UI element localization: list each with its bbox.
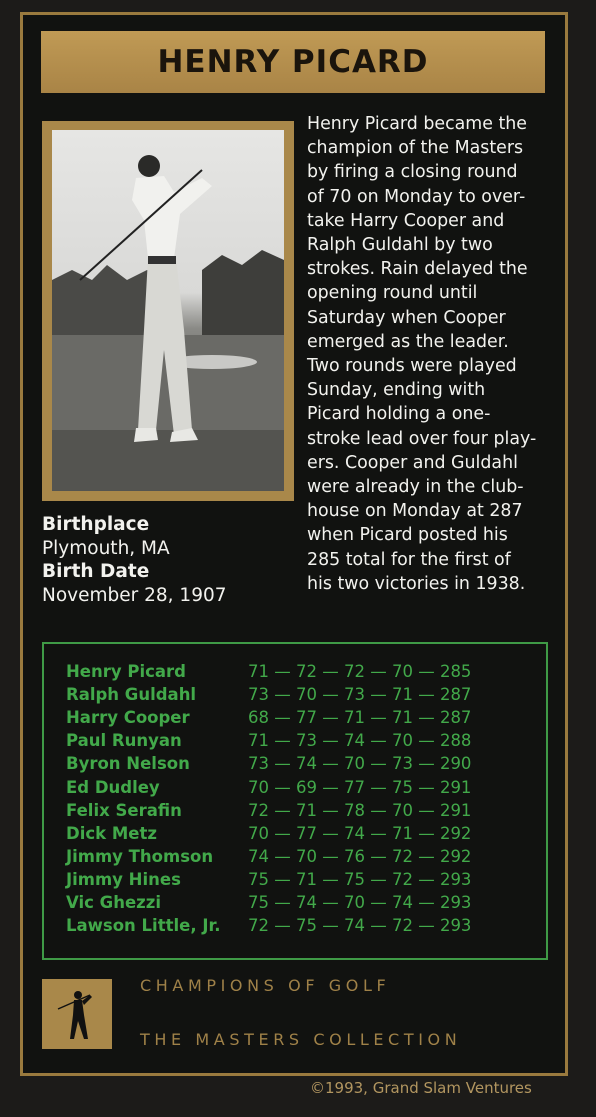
round-scores-cell: 73 — 70 — 73 — 71 — 287 [248, 685, 472, 705]
birthplace-value: Plymouth, MA [42, 537, 170, 559]
table-row [66, 776, 536, 799]
bio-line: stroke lead over four play- [307, 428, 537, 449]
player-name-cell: Dick Metz [66, 823, 157, 843]
player-name-cell: Byron Nelson [66, 754, 190, 774]
bio-line: Henry Picard became the [307, 114, 527, 134]
round-scores-cell: 70 — 77 — 74 — 71 — 292 [248, 823, 472, 843]
table-row [66, 660, 536, 683]
table-row [66, 868, 536, 891]
player-name-cell: Henry Picard [66, 662, 186, 681]
table-row [66, 914, 536, 937]
bio-line: Sunday, ending with [307, 380, 486, 401]
player-name-cell: Felix Serafin [66, 800, 182, 820]
round-scores-cell: 74 — 70 — 76 — 72 — 292 [248, 846, 472, 866]
trading-card [20, 12, 568, 1076]
bio-line: Two rounds were played [307, 356, 517, 377]
player-name-cell: Ed Dudley [66, 777, 160, 797]
player-name-cell: Jimmy Hines [66, 869, 181, 889]
round-scores-cell: 72 — 71 — 78 — 70 — 291 [248, 800, 472, 820]
table-row [66, 683, 536, 706]
golfer-silhouette-icon [42, 979, 112, 1049]
bio-line: Ralph Guldahl by two [307, 235, 493, 256]
player-photo-frame [42, 121, 294, 501]
bio-line: emerged as the leader. [307, 331, 509, 352]
table-row [66, 891, 536, 914]
table-row [66, 845, 536, 868]
bio-line: champion of the Masters [307, 138, 524, 159]
round-scores-cell: 70 — 69 — 77 — 75 — 291 [248, 777, 472, 797]
player-name-cell: Jimmy Thomson [66, 846, 214, 866]
round-scores-cell: 68 — 77 — 71 — 71 — 287 [248, 708, 472, 728]
footer-line-1: CHAMPIONS OF GOLF [140, 976, 391, 995]
bio-text [307, 112, 559, 596]
player-name: HENRY PICARD [157, 44, 429, 80]
round-scores-cell: 73 — 74 — 70 — 73 — 290 [248, 754, 472, 774]
bio-line: his two victories in 1938. [307, 573, 526, 594]
round-scores-cell: 75 — 74 — 70 — 74 — 293 [248, 893, 472, 912]
bio-line: of 70 on Monday to over- [307, 186, 526, 207]
player-photo [52, 130, 284, 491]
bio-line: were already in the club- [307, 477, 524, 498]
copyright: ©1993, Grand Slam Ventures [310, 1079, 532, 1097]
round-scores-cell: 72 — 75 — 74 — 72 — 293 [248, 916, 472, 936]
player-facts [42, 513, 292, 607]
footer-line-2: THE MASTERS COLLECTION [140, 1030, 462, 1049]
round-scores-cell: 75 — 71 — 75 — 72 — 293 [248, 869, 472, 889]
bio-line: house on Monday at 287 [307, 501, 523, 522]
birthdate-value: November 28, 1907 [42, 584, 227, 606]
birthdate-label: Birth Date [42, 561, 150, 582]
golfer-photo-image [52, 130, 284, 491]
bio-line: Saturday when Cooper [307, 307, 506, 328]
scores-table [42, 642, 548, 960]
bio-line: ers. Cooper and Guldahl [307, 452, 518, 473]
table-row [66, 822, 536, 845]
round-scores-cell: 71 — 72 — 72 — 70 — 285 [248, 662, 472, 681]
player-name-cell: Vic Ghezzi [66, 893, 162, 912]
bio-line: by firing a closing round [307, 162, 518, 183]
birthplace-label: Birthplace [42, 514, 150, 535]
title-banner [41, 31, 545, 93]
bio-line: when Picard posted his [307, 525, 508, 546]
bio-line: opening round until [307, 283, 478, 304]
player-name-cell: Paul Runyan [66, 731, 182, 751]
bio-line: 285 total for the first of [307, 549, 511, 570]
player-name-cell: Ralph Guldahl [66, 685, 197, 705]
table-row [66, 752, 536, 775]
table-row [66, 799, 536, 822]
table-row [66, 729, 536, 752]
bio-line: Picard holding a one- [307, 404, 491, 425]
round-scores-cell: 71 — 73 — 74 — 70 — 288 [248, 731, 472, 751]
player-name-cell: Harry Cooper [66, 708, 190, 728]
bio-line: take Harry Cooper and [307, 210, 505, 231]
bio-line: strokes. Rain delayed the [307, 259, 528, 280]
table-row [66, 706, 536, 729]
player-name-cell: Lawson Little, Jr. [66, 916, 221, 936]
